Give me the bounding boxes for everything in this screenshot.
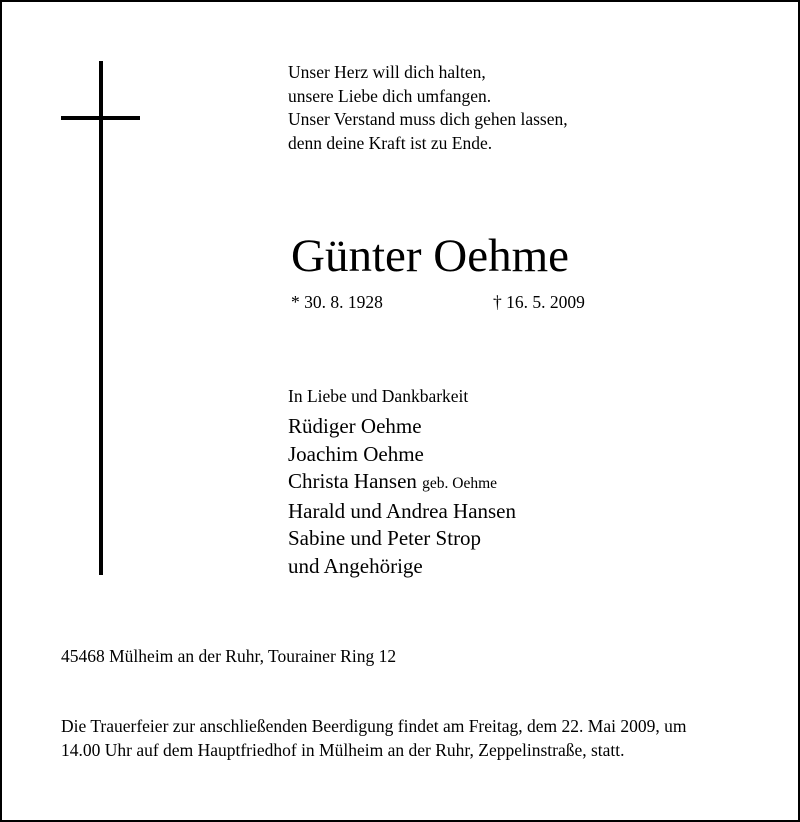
birth-date: * 30. 8. 1928 xyxy=(291,292,383,312)
mourner: Sabine und Peter Strop xyxy=(288,526,482,550)
mourner: Joachim Oehme xyxy=(288,441,424,466)
poem-line: unsere Liebe dich umfangen. xyxy=(288,85,492,106)
mourners-list xyxy=(288,413,516,580)
poem xyxy=(288,61,568,155)
maiden-name: geb. Oehme xyxy=(422,475,498,492)
mourner-name: Christa Hansen xyxy=(288,469,417,493)
mourner xyxy=(288,468,516,498)
funeral-line: Die Trauerfeier zur anschließenden Beerdigung findet am Freitag, dem 22. Mai 2009, um xyxy=(61,716,687,736)
cross-vertical-bar xyxy=(99,61,103,575)
funeral-info xyxy=(61,714,686,762)
mourner: und Angehörige xyxy=(288,553,423,578)
funeral-line: 14.00 Uhr auf dem Hauptfriedhof in Mülheim an der Ruhr, Zeppelinstraße, statt. xyxy=(61,740,625,760)
poem-line: Unser Herz will dich halten, xyxy=(288,62,486,82)
address: 45468 Mülheim an der Ruhr, Tourainer Ring 12 xyxy=(61,646,397,666)
cross-horizontal-bar xyxy=(61,116,140,120)
dedication: In Liebe und Dankbarkeit xyxy=(288,386,469,406)
deceased-name: Günter Oehme xyxy=(291,230,569,282)
poem-line: Unser Verstand muss dich gehen lassen, xyxy=(288,109,568,129)
mourner: Harald und Andrea Hansen xyxy=(288,498,517,523)
death-date: † 16. 5. 2009 xyxy=(493,292,585,312)
poem-line: denn deine Kraft ist zu Ende. xyxy=(288,132,493,153)
mourner: Rüdiger Oehme xyxy=(288,414,422,438)
